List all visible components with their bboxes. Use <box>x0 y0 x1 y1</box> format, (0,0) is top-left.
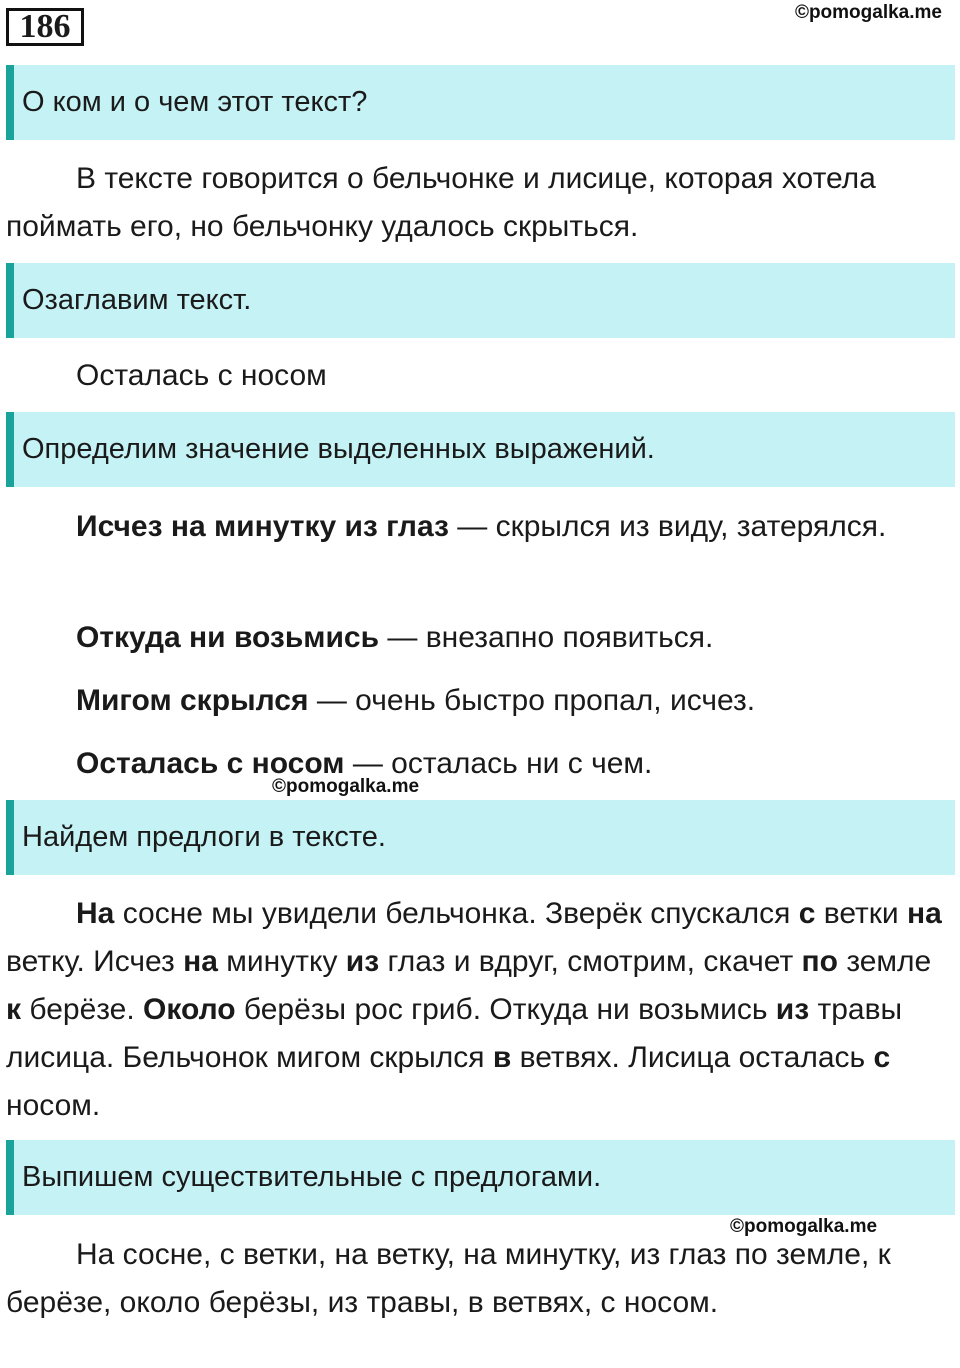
definition-meaning: — скрылся из виду, затерялся. <box>448 510 887 543</box>
definition-term: Исчез на минутку из глаз <box>76 510 449 543</box>
preposition: по <box>801 945 838 978</box>
section-header-4: Найдем предлоги в тексте. <box>6 800 955 875</box>
text-segment: земле <box>837 945 932 978</box>
marked-text <box>6 890 946 1130</box>
preposition: Около <box>143 993 236 1026</box>
definition-term: Осталась с носом <box>76 747 345 780</box>
section-header-3: Определим значение выделенных выражений. <box>6 412 955 487</box>
text-segment: носом. <box>6 1089 101 1122</box>
text-segment: ветки <box>815 897 907 930</box>
text-segment: берёзе. <box>21 993 144 1026</box>
text-segment: минутку <box>217 945 346 978</box>
preposition: на <box>906 897 942 930</box>
definition-2 <box>6 614 946 662</box>
preposition: из <box>775 993 810 1026</box>
text-segment: травы лисица. Бельчонок мигом скрылся <box>6 993 903 1074</box>
definition-meaning: — внезапно появиться. <box>379 621 714 654</box>
watermark: ©pomogalka.me <box>730 1216 878 1237</box>
preposition: из <box>345 945 380 978</box>
definition-term: Мигом скрылся <box>76 684 309 717</box>
preposition: к <box>6 993 22 1026</box>
definition-meaning: — осталась ни с чем. <box>344 747 653 780</box>
definition-term: Откуда ни возьмись <box>76 621 380 654</box>
section-header-5: Выпишем существительные с предлогами. <box>6 1140 955 1215</box>
text-segment: сосне мы увидели бельчонка. Зверёк спускался <box>114 897 799 930</box>
answer-2: Осталась с носом <box>76 359 327 392</box>
preposition: с <box>798 897 816 930</box>
text-segment: ветвях. Лисица осталась <box>511 1041 874 1074</box>
section-header-1: О ком и о чем этот текст? <box>6 65 955 140</box>
answer-5: На сосне, с ветки, на ветку, на минутку, из глаз по земле, к берёзе, около берёзы, из травы, в ветвях, с носом. <box>6 1238 891 1319</box>
preposition: На <box>76 897 115 930</box>
section-header-2: Озаглавим текст. <box>6 263 955 338</box>
definition-4 <box>6 740 946 788</box>
task-number: 186 <box>6 8 84 46</box>
text-segment: берёзы рос гриб. Откуда ни возьмись <box>235 993 776 1026</box>
watermark: ©pomogalka.me <box>272 776 420 797</box>
definition-3 <box>6 677 946 725</box>
definition-meaning: — очень быстро пропал, исчез. <box>308 684 756 717</box>
text-segment: ветку. Исчез <box>6 945 184 978</box>
definition-1 <box>6 503 946 551</box>
text-segment: глаз и вдруг, смотрим, скачет <box>379 945 802 978</box>
preposition: на <box>183 945 218 978</box>
answer-1: В тексте говорится о бельчонке и лисице, которая хотела поймать его, но бельчонку удалось скрыться. <box>6 162 876 243</box>
preposition: в <box>492 1041 512 1074</box>
watermark: ©pomogalka.me <box>794 2 942 23</box>
preposition: с <box>873 1041 891 1074</box>
